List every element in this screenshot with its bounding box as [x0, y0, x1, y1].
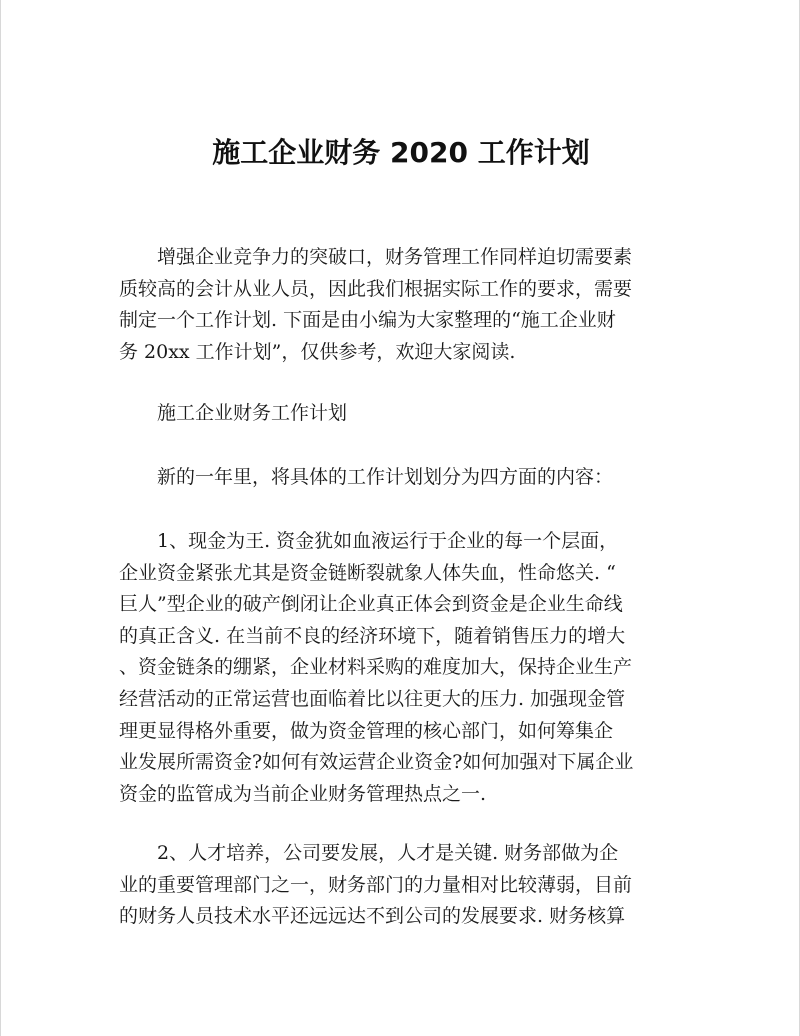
- point-one-paragraph: [119, 526, 685, 810]
- text-line: 业的重要管理部门之一，财务部门的力量相对比较薄弱，目前: [119, 873, 633, 896]
- text-line: 增强企业竞争力的突破口，财务管理工作同样迫切需要素: [157, 246, 633, 268]
- text-line: 业发展所需资金?如何有效运营企业资金?如何加强对下属企业: [119, 751, 634, 774]
- text-line: 的财务人员技术水平还远远达不到公司的发展要求. 财务核算: [119, 905, 626, 928]
- intro-paragraph: [119, 242, 685, 368]
- text-line: 的真正含义. 在当前不良的经济环境下，随着销售压力的增大: [119, 624, 626, 647]
- text-line: 质较高的会计从业人员，因此我们根据实际工作的要求，需要: [119, 277, 633, 300]
- text-line: 施工企业财务工作计划: [157, 402, 348, 424]
- document-title: 施工企业财务 2020 工作计划: [212, 136, 590, 169]
- section-heading: [119, 398, 685, 430]
- point-two-paragraph: [119, 838, 685, 933]
- text-line: 理更显得格外重要，做为资金管理的核心部门，如何筹集企: [119, 719, 614, 742]
- text-line: 、资金链条的绷紧，企业材料采购的难度加大，保持企业生产: [119, 656, 633, 679]
- text-line: 制定一个工作计划. 下面是由小编为大家整理的“施工企业财: [119, 309, 616, 332]
- text-line: 1、现金为王. 资金犹如血液运行于企业的每一个层面，: [157, 530, 619, 552]
- text-line: 新的一年里，将具体的工作计划划分为四方面的内容：: [157, 466, 614, 488]
- text-line: 务 20xx 工作计划”，仅供参考，欢迎大家阅读.: [119, 340, 516, 363]
- text-line: 企业资金紧张尤其是资金链断裂就象人体失血，性命悠关. “: [119, 561, 616, 584]
- text-line: 经营活动的正常运营也面临着比以往更大的压力. 加强现金管: [119, 687, 626, 710]
- text-line: 巨人”型企业的破产倒闭让企业真正体会到资金是企业生命线: [119, 593, 623, 616]
- overview-paragraph: [119, 462, 685, 494]
- text-line: 资金的监管成为当前企业财务管理热点之一.: [119, 782, 487, 805]
- text-line: 2、人才培养，公司要发展，人才是关键. 财务部做为企: [157, 842, 619, 864]
